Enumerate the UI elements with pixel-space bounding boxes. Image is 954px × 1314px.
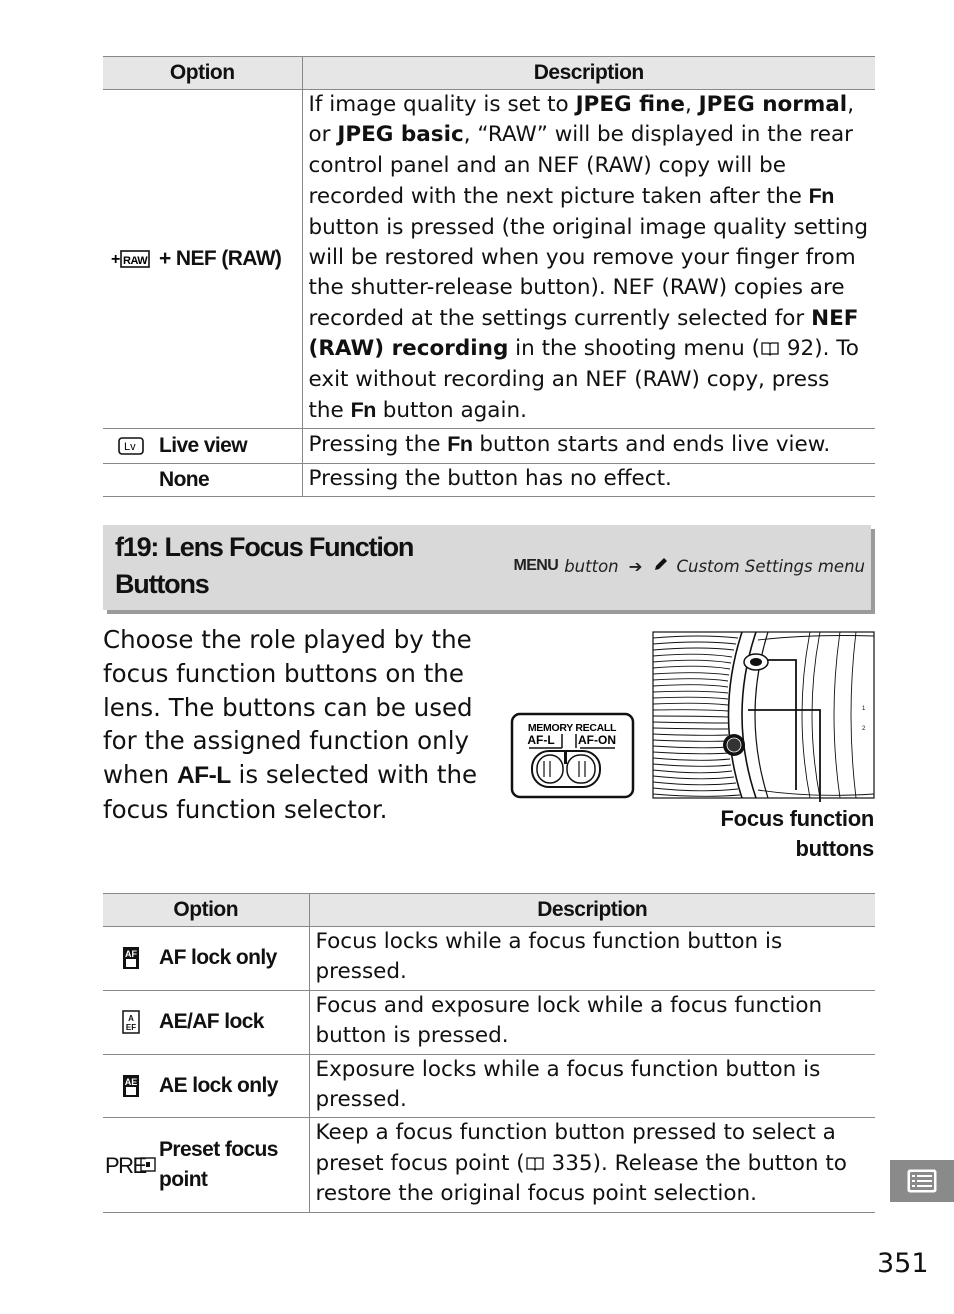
bold-text: JPEG fine bbox=[575, 92, 685, 117]
text-run: , “RAW” will be displayed in the rear control panel and an NEF (RAW) copy will be recorded with the next picture taken after the bbox=[308, 122, 853, 210]
figure-caption bbox=[721, 804, 874, 864]
option-description bbox=[309, 990, 875, 1054]
text-run: Focus locks while a focus function button is pressed. bbox=[315, 929, 783, 985]
book-icon bbox=[760, 340, 780, 356]
key-label: Fn bbox=[808, 184, 834, 209]
column-header-option: Option bbox=[103, 57, 302, 90]
menu-target-text: Custom Settings menu bbox=[676, 556, 865, 576]
table-row-option bbox=[103, 90, 302, 429]
option-description bbox=[309, 927, 875, 991]
option-label: AE/AF lock bbox=[159, 1010, 264, 1034]
menu-list-icon[interactable] bbox=[890, 1160, 954, 1202]
text-run: 92). To exit without recording an NEF (RAW) copy, press the bbox=[308, 336, 859, 424]
key-label: AF-L bbox=[176, 762, 231, 790]
arrow-right-icon: ➔ bbox=[628, 556, 643, 576]
key-label: Fn bbox=[350, 398, 376, 423]
option-label: + NEF (RAW) bbox=[159, 247, 282, 271]
option-label: None bbox=[159, 468, 210, 492]
menu-path bbox=[513, 555, 865, 577]
column-header-description: Description bbox=[302, 57, 875, 90]
option-description bbox=[309, 1118, 875, 1212]
svg-text:A: A bbox=[128, 1014, 134, 1024]
focus-function-selector-icon bbox=[512, 714, 633, 797]
text-run: , bbox=[684, 92, 699, 117]
book-icon bbox=[525, 1155, 545, 1171]
switch-title: MEMORY RECALL bbox=[527, 722, 617, 734]
bold-text: NEF (RAW) recording bbox=[308, 305, 859, 362]
menu-button-text: button bbox=[564, 556, 619, 576]
af-lock-icon bbox=[103, 945, 159, 971]
text-run: Choose the role played by the focus function buttons on the lens. The buttons can be used for the assigned function only when bbox=[103, 625, 473, 790]
option-description bbox=[302, 90, 875, 429]
text-run: Focus and exposure lock while a focus function button is pressed. bbox=[315, 992, 823, 1049]
menu-key-label: MENU bbox=[513, 557, 559, 574]
svg-text:EF: EF bbox=[125, 1023, 137, 1033]
text-run: 335). Release the button to restore the original focus point selection. bbox=[315, 1150, 847, 1207]
intro-paragraph bbox=[103, 623, 503, 827]
section-header bbox=[103, 525, 871, 610]
option-label: Live view bbox=[159, 434, 247, 458]
bold-text: JPEG normal bbox=[698, 92, 848, 117]
key-label: Fn bbox=[447, 432, 473, 457]
lens-barrel-image bbox=[653, 632, 874, 802]
ae-af-lock-icon bbox=[103, 1009, 159, 1035]
text-run: button again. bbox=[375, 398, 527, 424]
svg-text:Lv: Lv bbox=[124, 441, 136, 454]
option-description bbox=[309, 1054, 875, 1118]
option-label: AE lock only bbox=[159, 1074, 278, 1098]
text-run: Keep a focus function button pressed to select a preset focus point ( bbox=[315, 1120, 836, 1176]
text-run: If image quality is set to bbox=[308, 92, 576, 117]
caption-line: Focus function bbox=[720, 806, 874, 831]
text-run: Pressing the button has no effect. bbox=[308, 465, 672, 491]
preset-focus-icon bbox=[103, 1152, 159, 1178]
text-run: in the shooting menu ( bbox=[508, 336, 761, 362]
text-run: Pressing the bbox=[308, 432, 448, 458]
text-run: Exposure locks while a focus function button is pressed. bbox=[315, 1056, 821, 1113]
svg-text:+: + bbox=[111, 251, 121, 269]
switch-right-label: AF-ON bbox=[578, 733, 616, 747]
svg-text:AF: AF bbox=[125, 949, 137, 960]
options-table-bottom bbox=[103, 893, 875, 1213]
text-run: button is pressed (the original image quality setting will be restored when you remove your finger from the shutter-release button). NEF (RAW) copies are recorded at the settings currently selected for bbox=[308, 214, 869, 331]
section-title: f19: Lens Focus Function Buttons bbox=[115, 532, 414, 599]
pencil-icon bbox=[652, 555, 670, 577]
table-row-option bbox=[103, 990, 309, 1054]
column-header-description: Description bbox=[309, 894, 875, 927]
table-row-option bbox=[103, 927, 309, 991]
option-label: AF lock only bbox=[159, 946, 277, 970]
svg-text:1: 1 bbox=[862, 706, 866, 712]
page-number: 351 bbox=[877, 1248, 929, 1279]
ae-lock-icon bbox=[103, 1073, 159, 1099]
option-label: Preset focus point bbox=[159, 1138, 278, 1192]
switch-left-label: AF-L bbox=[527, 733, 555, 747]
table-row-option bbox=[103, 429, 302, 463]
svg-text:PRE: PRE bbox=[105, 1153, 146, 1179]
options-table-top bbox=[103, 56, 875, 497]
option-description bbox=[302, 463, 875, 496]
text-run: is selected with the focus function selector. bbox=[103, 760, 478, 824]
svg-text:AE: AE bbox=[124, 1077, 138, 1088]
raw-plus-icon bbox=[103, 249, 159, 269]
column-header-option: Option bbox=[103, 894, 309, 927]
table-row-option bbox=[103, 463, 302, 496]
option-description bbox=[302, 429, 875, 463]
text-run: , or bbox=[308, 92, 855, 148]
caption-line: buttons bbox=[795, 836, 874, 861]
text-run: button starts and ends live view. bbox=[472, 432, 831, 458]
svg-text:2: 2 bbox=[862, 726, 866, 732]
table-row-option bbox=[103, 1118, 309, 1212]
lens-illustration bbox=[510, 630, 878, 806]
bold-text: JPEG basic bbox=[337, 122, 464, 148]
live-view-icon bbox=[103, 437, 159, 455]
table-row-option bbox=[103, 1054, 309, 1118]
svg-text:RAW: RAW bbox=[123, 255, 148, 268]
